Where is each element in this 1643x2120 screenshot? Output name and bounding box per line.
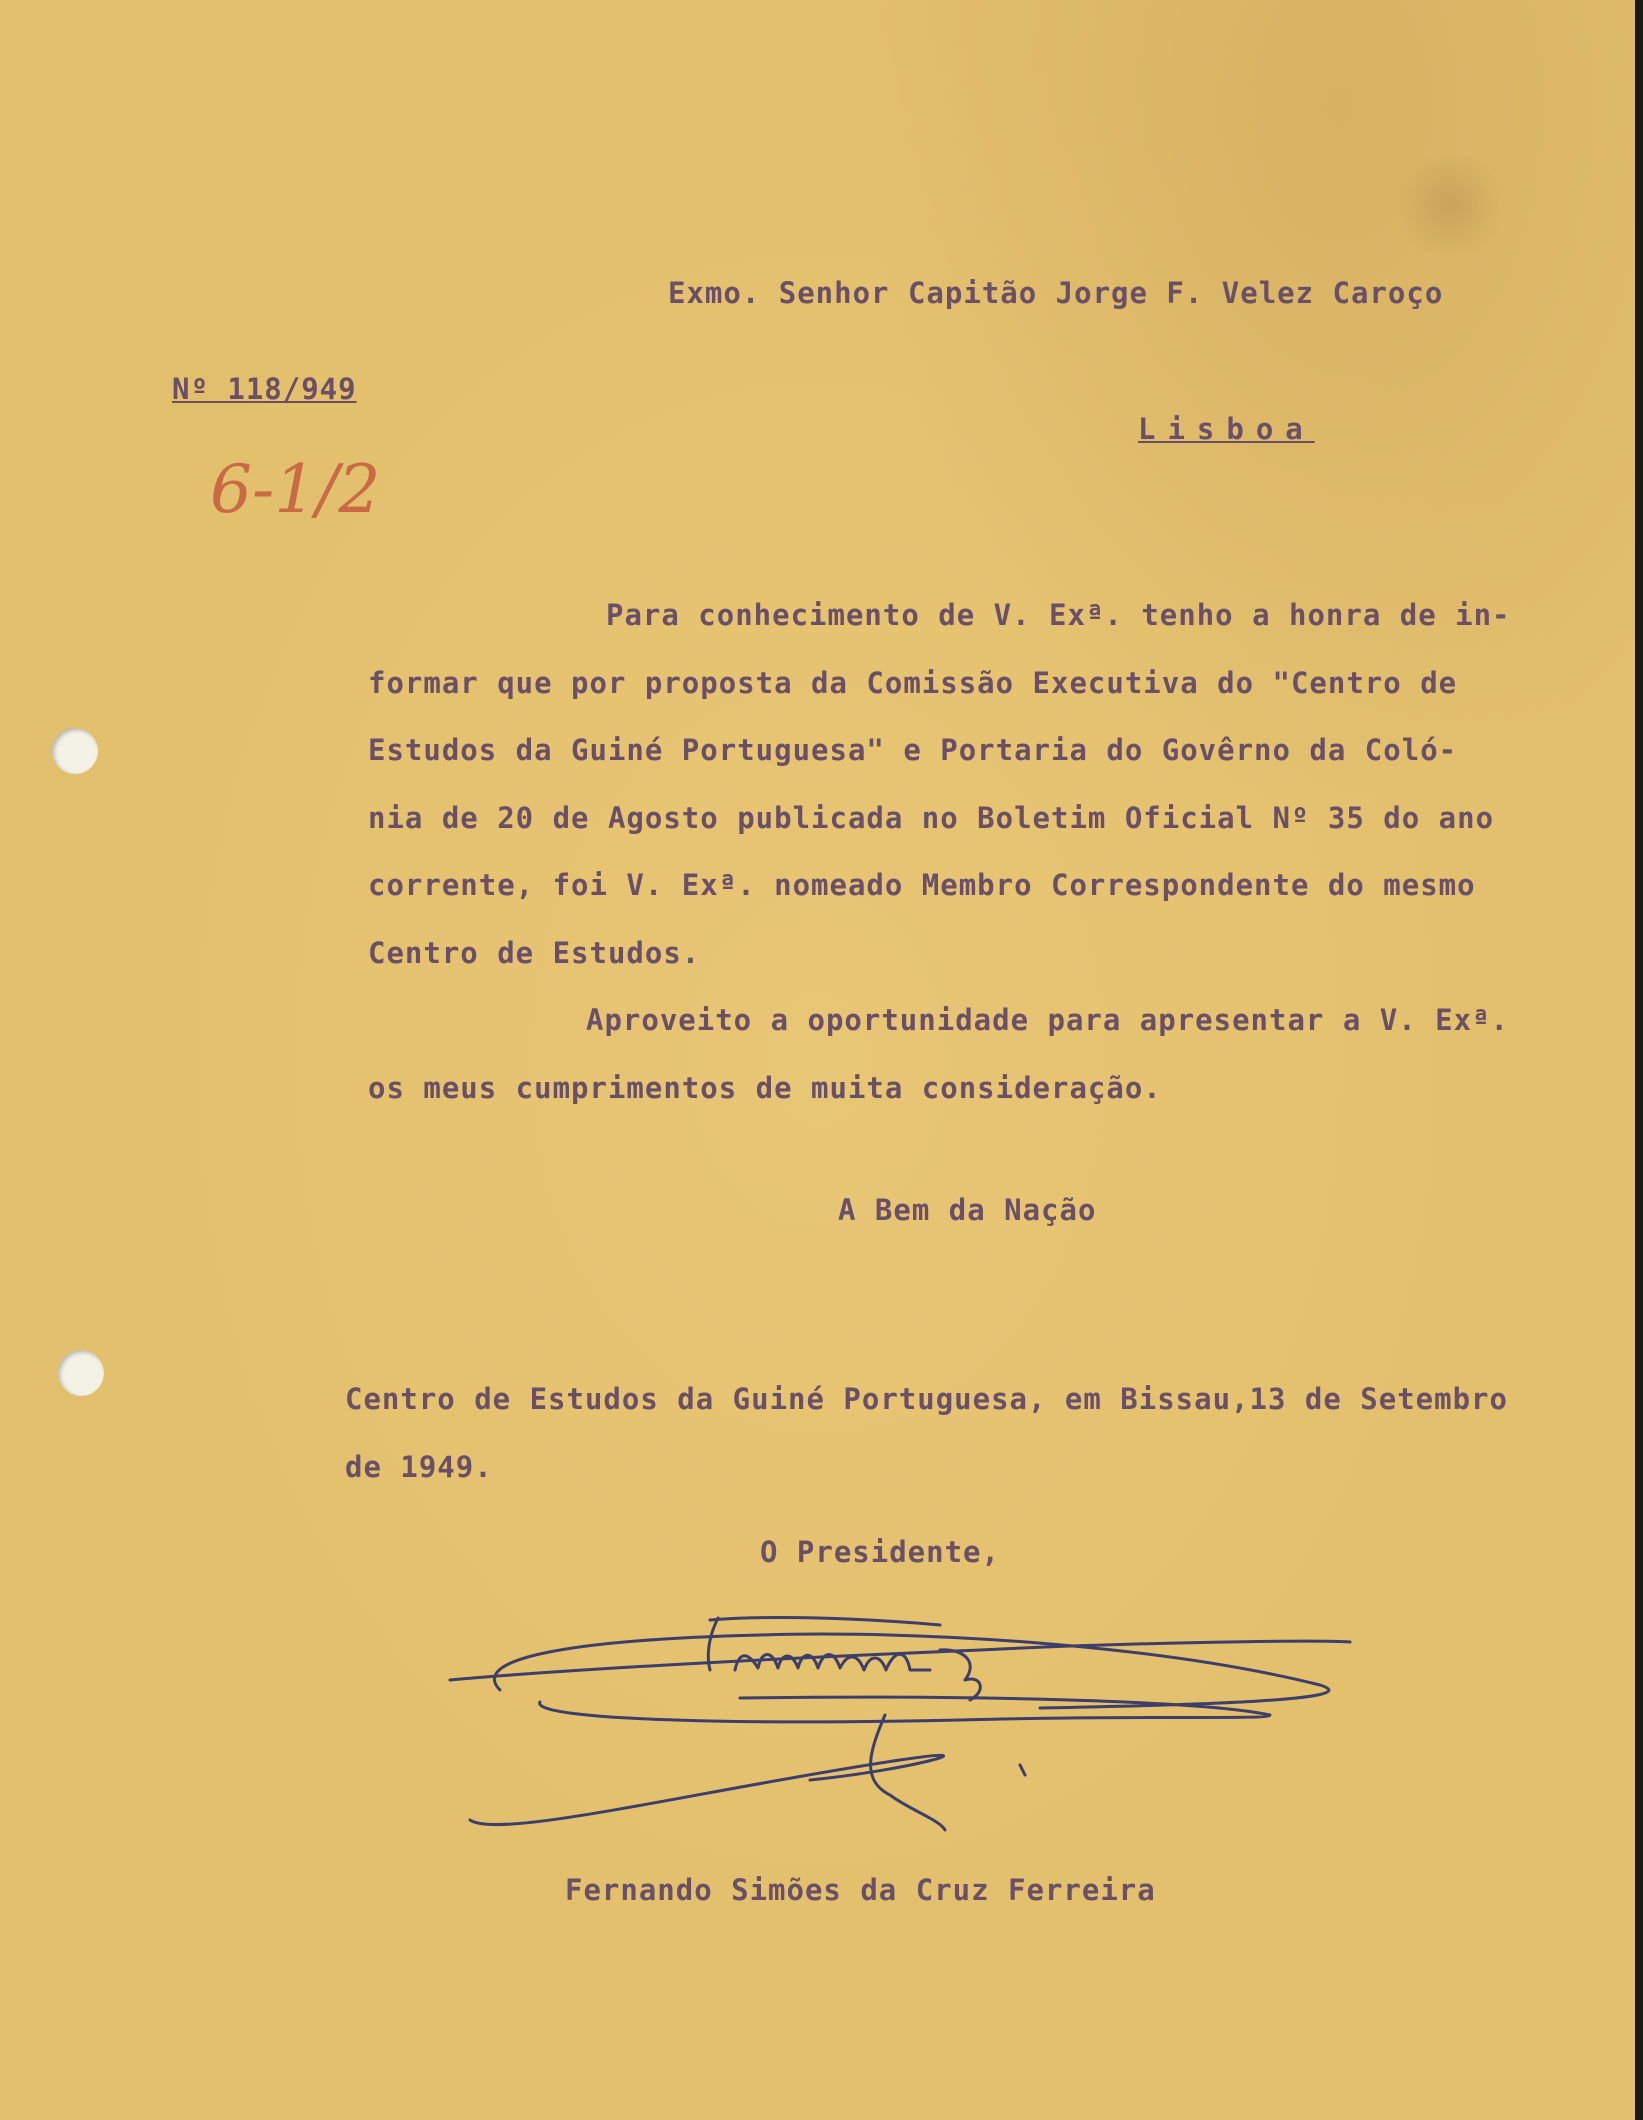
addressee-city: Lisboa [1138,412,1315,446]
reference-number: Nº 118/949 [172,372,357,406]
handwritten-annotation: 6-1/2 [210,451,381,528]
place-date-line: de 1949. [345,1449,493,1484]
place-date-line: Centro de Estudos da Guiné Portuguesa, em Bissau,13 de Setembro [345,1382,1508,1416]
signatory-name: Fernando Simões da Cruz Ferreira [565,1873,1156,1907]
salutation: A Bem da Nação [838,1193,1097,1227]
closing-paragraph [368,987,1578,1122]
punch-hole-upper [52,728,98,774]
addressee-line: Exmo. Senhor Capitão Jorge F. Velez Caroço [668,276,1444,310]
signatory-role: O Presidente, [760,1535,1000,1569]
body-line: nia de 20 de Agosto publicada no Boletim Oficial Nº 35 do ano [368,800,1495,835]
body-line: corrente, foi V. Exª. nomeado Membro Correspondente do mesmo [368,868,1476,902]
body-line: Para conhecimento de V. Exª. tenho a honra de in- [606,598,1511,632]
closing-line: Aproveito a oportunidade para apresentar a V. Exª. [586,1003,1509,1037]
body-line: formar que por proposta da Comissão Executiva do "Centro de [368,665,1458,700]
body-line: Estudos da Guiné Portuguesa" e Portaria do Govêrno da Coló- [368,733,1458,767]
body-line: Centro de Estudos. [368,935,701,970]
punch-hole-lower [58,1350,104,1396]
letter-body [368,582,1578,987]
closing-line: os meus cumprimentos de muita consideração. [368,1070,1162,1105]
place-date [345,1366,1508,1501]
handwritten-signature [440,1530,1400,1840]
paper-stain [1395,150,1505,260]
